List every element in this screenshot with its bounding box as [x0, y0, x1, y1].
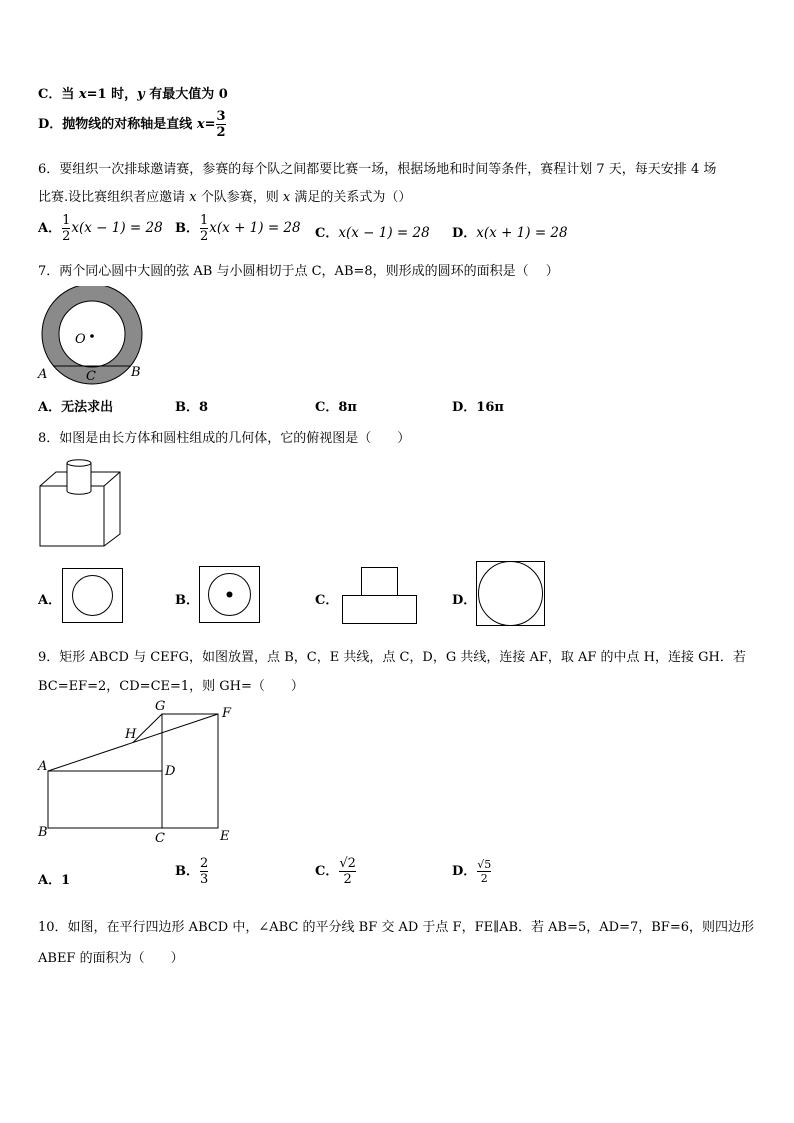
q9-label-h: H	[125, 727, 137, 742]
q6-b-num: 1	[200, 213, 209, 228]
q9-label-f: F	[222, 706, 232, 721]
q9-b-label: B．	[175, 864, 199, 880]
q8-option-c-label[interactable]: C．	[315, 593, 339, 608]
q5-d-eq: =	[204, 117, 216, 133]
q8-option-a-label[interactable]: A．	[38, 593, 62, 608]
q9-label-b: B	[38, 825, 48, 840]
q7-option-b[interactable]	[175, 396, 208, 415]
q5-d-num: 3	[216, 109, 226, 124]
q7-b-label: B．	[175, 400, 199, 415]
q6-line2-end: 满足的关系式为（）	[290, 190, 412, 205]
q6-a-label: A．	[38, 221, 62, 237]
q6-var: x	[189, 190, 197, 205]
q9-option-d[interactable]	[452, 859, 492, 884]
q8-a-square	[63, 569, 123, 623]
q9-b-fraction	[200, 857, 208, 886]
q8-option-b-label[interactable]: B．	[175, 593, 199, 608]
q6-d-expr: x(x + 1) = 28	[476, 225, 568, 241]
q10-line2: ABEF 的面积为（ ）	[38, 951, 184, 966]
q7-option-a[interactable]	[38, 396, 113, 415]
q5-d-var-x: x	[196, 117, 205, 133]
q5-c-prefix: C．当	[38, 87, 79, 102]
q8-option-c-figure[interactable]	[342, 567, 420, 625]
q9-c-label: C．	[315, 864, 339, 880]
q9-a-text: 1	[61, 873, 71, 888]
q7-d-label: D．	[452, 400, 477, 415]
q7-option-c[interactable]	[315, 396, 357, 415]
q7-label-b: B	[131, 365, 141, 380]
q8-stem: 8．如图是由长方体和圆柱组成的几何体，它的俯视图是（ ）	[38, 431, 411, 446]
q9-d-den: 2	[477, 871, 491, 885]
q9-option-c[interactable]	[315, 857, 357, 886]
q6-b-fraction	[200, 214, 208, 243]
q9-line2: BC=EF=2，CD=CE=1，则 GH=（ ）	[38, 679, 304, 694]
q6-c-expr: x(x − 1) = 28	[338, 225, 430, 241]
q8-option-a-figure[interactable]	[62, 568, 124, 624]
q5-option-d	[38, 110, 227, 139]
q5-c-var-x: x	[78, 87, 87, 102]
q7-b-text: 8	[199, 400, 209, 415]
q8-option-d-label[interactable]: D．	[452, 593, 477, 608]
q9-a-label: A．	[38, 873, 62, 888]
q7-center-dot	[90, 334, 94, 338]
q9-label-a: A	[38, 759, 48, 774]
q9-d-fraction	[477, 859, 491, 884]
q6-var2: x	[282, 190, 291, 205]
q9-d-label: D．	[452, 864, 477, 880]
q8-c-bottom-rect	[343, 596, 417, 624]
q9-rect-abcd	[48, 771, 162, 828]
q6-a-fraction	[62, 214, 70, 243]
q9-b-num: 2	[200, 856, 209, 871]
q7-c-text: 8π	[338, 400, 357, 415]
q7-c-label: C．	[315, 400, 339, 415]
q9-option-a[interactable]	[38, 869, 70, 888]
q6-line1: 6．要组织一次排球邀请赛，参赛的每个队之间都要比赛一场，根据场地和时间等条件，赛程计划 7 天，每天安排 4 场	[38, 162, 717, 177]
q5-option-c	[38, 83, 228, 102]
q9-c-fraction	[339, 857, 356, 886]
q9-rectangles-figure	[34, 696, 244, 846]
q6-d-label: D．	[452, 226, 477, 241]
q7-label-o: O	[75, 332, 86, 347]
q6-line2-prefix: 比赛.设比赛组织者应邀请	[38, 190, 190, 205]
q5-d-fraction	[216, 110, 225, 139]
q7-a-label: A．	[38, 400, 62, 415]
q8-b-dot	[227, 592, 233, 598]
q5-c-suffix: 有最大值为 0	[144, 87, 228, 102]
q7-label-c: C	[86, 369, 96, 384]
q9-segment-gh	[133, 714, 162, 743]
q9-c-den: 2	[339, 871, 356, 887]
q6-a-den: 2	[62, 228, 71, 244]
q6-option-d[interactable]	[452, 222, 568, 241]
q7-stem: 7．两个同心圆中大圆的弦 AB 与小圆相切于点 C，AB=8，则形成的圆环的面积是（ ）	[38, 264, 559, 279]
q5-d-den: 2	[216, 124, 226, 140]
q6-a-expr: x(x − 1) = 28	[71, 220, 163, 237]
q5-c-mid: =1 时，	[86, 87, 138, 102]
q7-annulus-figure	[34, 286, 144, 386]
q6-line2-suffix: 个队参赛，则	[196, 190, 283, 205]
q7-label-a: A	[38, 367, 48, 382]
q6-b-expr: x(x + 1) = 28	[209, 220, 301, 237]
q6-option-b[interactable]	[175, 214, 301, 243]
q6-b-label: B．	[175, 221, 199, 237]
q9-label-c: C	[155, 831, 165, 846]
q6-c-label: C．	[315, 226, 339, 241]
q6-option-c[interactable]	[315, 222, 430, 241]
q7-inner-circle	[59, 301, 125, 367]
q9-line1: 9．矩形 ABCD 与 CEFG，如图放置，点 B，C，E 共线，点 C，D，G 共线，连接 AF，取 AF 的中点 H，连接 GH．若	[38, 650, 746, 665]
q6-option-a[interactable]	[38, 214, 163, 243]
q9-label-e: E	[220, 829, 230, 844]
q8-d-square	[477, 562, 545, 626]
q9-c-num: √2	[339, 856, 356, 871]
q8-option-d-figure[interactable]	[476, 561, 546, 627]
q9-d-num: √5	[477, 858, 492, 871]
q6-b-den: 2	[200, 228, 209, 244]
q9-option-b[interactable]	[175, 857, 209, 886]
q7-a-text: 无法求出	[61, 400, 114, 415]
q8-option-b-figure[interactable]	[199, 566, 261, 624]
q8-c-top-rect	[362, 568, 398, 596]
q8-cylinder-body	[67, 463, 91, 493]
q8-cylinder-top	[67, 460, 91, 466]
q7-option-d[interactable]	[452, 396, 504, 415]
q5-d-prefix: D．抛物线的对称轴是直线	[38, 117, 197, 133]
q6-line2	[38, 186, 411, 205]
q7-d-text: 16π	[476, 400, 504, 415]
q5-c-var-y: y	[137, 87, 145, 102]
q10-line1: 10．如图，在平行四边形 ABCD 中，∠ABC 的平分线 BF 交 AD 于点 F，FE∥AB．若 AB=5，AD=7，BF=6，则四边形	[38, 920, 754, 935]
q8-solid-figure	[36, 458, 126, 550]
q9-label-g: G	[155, 699, 166, 714]
q9-b-den: 3	[200, 871, 209, 887]
q6-a-num: 1	[62, 213, 71, 228]
q9-label-d: D	[165, 764, 176, 779]
